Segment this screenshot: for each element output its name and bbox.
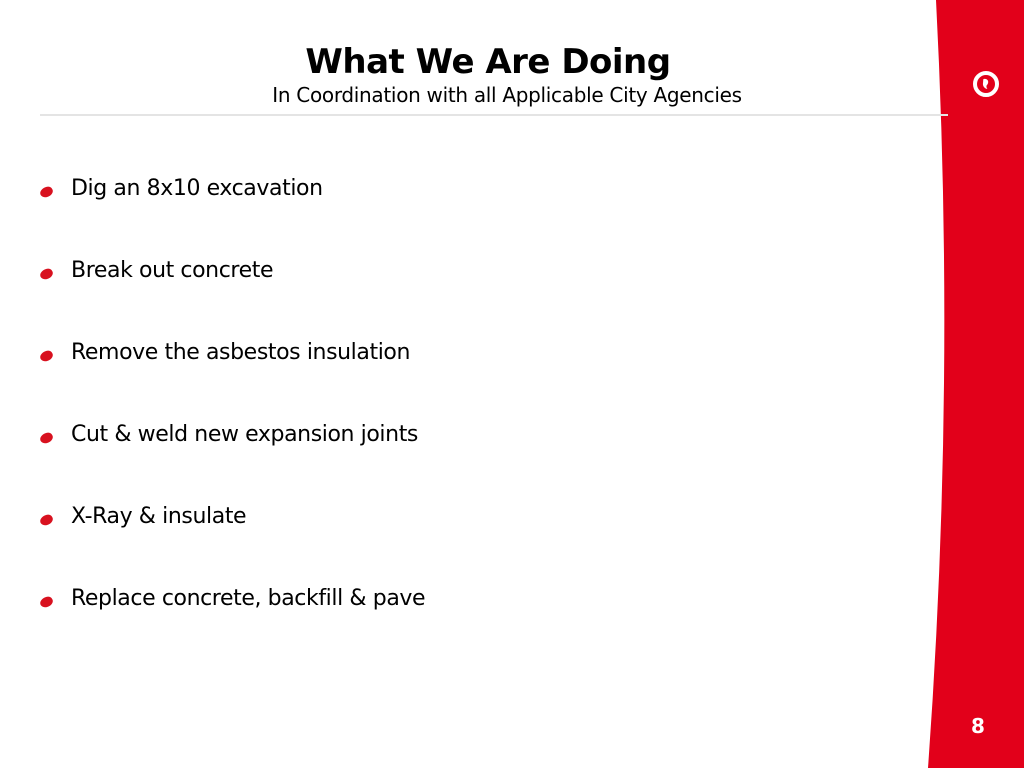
bullet-item <box>40 254 425 336</box>
bullet-icon <box>39 513 54 526</box>
bullet-text: X-Ray & insulate <box>71 504 247 529</box>
bullet-item <box>40 500 425 582</box>
slide-title: What We Are Doing <box>305 42 671 82</box>
bullet-text: Dig an 8x10 excavation <box>71 176 323 201</box>
bullet-icon <box>39 595 54 608</box>
slide-subtitle: In Coordination with all Applicable City Agencies <box>272 83 742 107</box>
bullet-text: Cut & weld new expansion joints <box>71 422 418 447</box>
bullet-icon <box>39 185 54 198</box>
bullet-item <box>40 336 425 418</box>
bullet-text: Break out concrete <box>71 258 274 283</box>
page-number: 8 <box>971 714 985 738</box>
title-divider <box>40 114 948 116</box>
bullet-text: Remove the asbestos insulation <box>71 340 411 365</box>
bullet-text: Replace concrete, backfill & pave <box>71 586 426 611</box>
bullet-item <box>40 172 425 254</box>
bullet-icon <box>39 267 54 280</box>
bullet-icon <box>39 431 54 444</box>
bullet-item <box>40 582 425 664</box>
bullet-list <box>40 172 425 664</box>
bullet-icon <box>39 349 54 362</box>
bullet-item <box>40 418 425 500</box>
